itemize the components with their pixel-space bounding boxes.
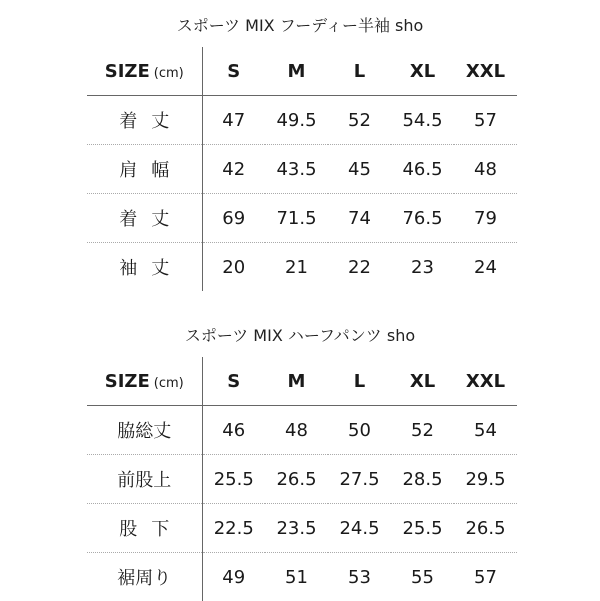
value-cell: 50 <box>328 406 391 455</box>
table-row <box>87 406 517 455</box>
hoodie-size-chart <box>0 16 600 291</box>
table-row <box>87 96 517 145</box>
value-cell: 52 <box>328 96 391 145</box>
size-header-cell <box>87 47 202 96</box>
size-header-cell <box>87 357 202 406</box>
value-cell: 76.5 <box>391 194 454 243</box>
size-header-label: SIZE <box>105 61 150 82</box>
size-xl: XL <box>391 357 454 406</box>
value-cell: 25.5 <box>202 455 265 504</box>
table-row <box>87 553 517 601</box>
table-row <box>87 194 517 243</box>
value-cell: 74 <box>328 194 391 243</box>
value-cell: 57 <box>454 553 517 601</box>
value-cell: 49 <box>202 553 265 601</box>
value-cell: 49.5 <box>265 96 328 145</box>
value-cell: 23.5 <box>265 504 328 553</box>
value-cell: 45 <box>328 145 391 194</box>
value-cell: 71.5 <box>265 194 328 243</box>
size-l: L <box>328 47 391 96</box>
value-cell: 46.5 <box>391 145 454 194</box>
size-xxl: XXL <box>454 47 517 96</box>
half-pants-size-table <box>87 357 517 601</box>
hoodie-title: スポーツ MIX フーディー半袖 sho <box>0 16 600 36</box>
value-cell: 27.5 <box>328 455 391 504</box>
value-cell: 42 <box>202 145 265 194</box>
value-cell: 24.5 <box>328 504 391 553</box>
size-xxl: XXL <box>454 357 517 406</box>
value-cell: 54 <box>454 406 517 455</box>
size-m: M <box>265 47 328 96</box>
size-s: S <box>202 47 265 96</box>
value-cell: 54.5 <box>391 96 454 145</box>
value-cell: 79 <box>454 194 517 243</box>
row-label: 脇総丈 <box>87 406 202 455</box>
row-label: 股下 <box>87 504 202 553</box>
table-row <box>87 504 517 553</box>
value-cell: 24 <box>454 243 517 292</box>
half-pants-title: スポーツ MIX ハーフパンツ sho <box>0 326 600 346</box>
header-row <box>87 47 517 96</box>
value-cell: 28.5 <box>391 455 454 504</box>
header-row <box>87 357 517 406</box>
size-xl: XL <box>391 47 454 96</box>
value-cell: 48 <box>265 406 328 455</box>
size-header-label: SIZE <box>105 371 150 392</box>
value-cell: 22 <box>328 243 391 292</box>
unit-label: (cm) <box>154 66 184 81</box>
value-cell: 25.5 <box>391 504 454 553</box>
value-cell: 21 <box>265 243 328 292</box>
value-cell: 46 <box>202 406 265 455</box>
value-cell: 57 <box>454 96 517 145</box>
row-label: 着丈 <box>87 194 202 243</box>
half-pants-size-chart <box>0 326 600 601</box>
value-cell: 51 <box>265 553 328 601</box>
table-row <box>87 145 517 194</box>
value-cell: 29.5 <box>454 455 517 504</box>
table-row <box>87 243 517 292</box>
hoodie-size-table <box>87 47 517 291</box>
value-cell: 20 <box>202 243 265 292</box>
unit-label: (cm) <box>154 376 184 391</box>
value-cell: 23 <box>391 243 454 292</box>
size-s: S <box>202 357 265 406</box>
row-label: 袖丈 <box>87 243 202 292</box>
value-cell: 69 <box>202 194 265 243</box>
value-cell: 47 <box>202 96 265 145</box>
size-l: L <box>328 357 391 406</box>
value-cell: 26.5 <box>265 455 328 504</box>
row-label: 肩幅 <box>87 145 202 194</box>
table-row <box>87 455 517 504</box>
row-label: 前股上 <box>87 455 202 504</box>
value-cell: 55 <box>391 553 454 601</box>
value-cell: 26.5 <box>454 504 517 553</box>
value-cell: 52 <box>391 406 454 455</box>
value-cell: 22.5 <box>202 504 265 553</box>
value-cell: 48 <box>454 145 517 194</box>
row-label: 裾周り <box>87 553 202 601</box>
row-label: 着丈 <box>87 96 202 145</box>
value-cell: 43.5 <box>265 145 328 194</box>
value-cell: 53 <box>328 553 391 601</box>
size-m: M <box>265 357 328 406</box>
